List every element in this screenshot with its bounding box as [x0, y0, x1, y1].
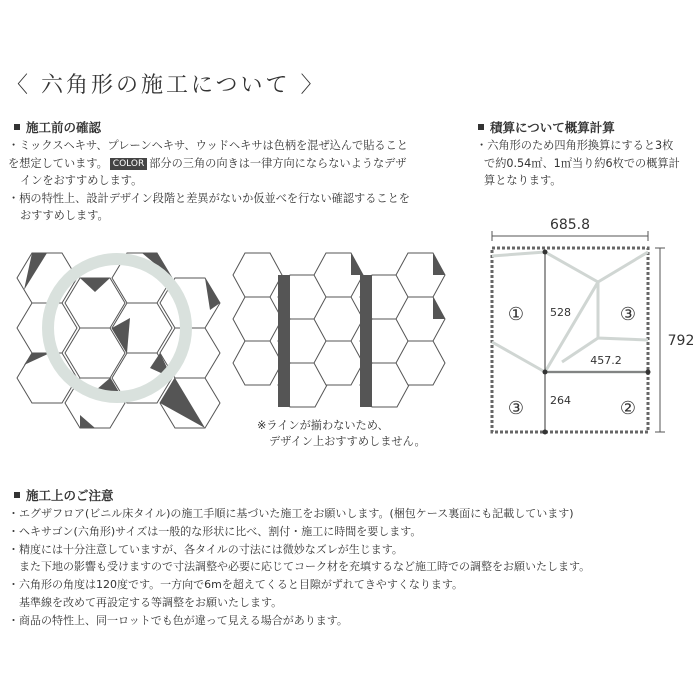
- tile-number-3: ③: [619, 304, 637, 325]
- section-heading-text: 積算について概算計算: [490, 120, 615, 135]
- small-height-label: 264: [550, 394, 571, 407]
- measure-point: [543, 370, 548, 375]
- text-span: を想定しています。: [8, 156, 108, 170]
- text-line: ・柄の特性上、設計デザイン段階と差異がないか仮並べを行ない確認することを: [8, 191, 410, 205]
- text-line: ・六角形のため四角形換算にすると3枚: [476, 139, 674, 152]
- text-line: ・ミックスヘキサ、プレーンヘキサ、ウッドヘキサは色柄を混ぜ込んで貼ること: [8, 139, 408, 152]
- inner-width-label: 457.2: [590, 354, 622, 367]
- text-line: 算となります。: [484, 174, 562, 187]
- hex-tile: [233, 253, 282, 297]
- not-recommended-note: [257, 418, 426, 450]
- width-dimension-label: 685.8: [549, 217, 591, 233]
- text-line: [8, 155, 410, 173]
- bullet-square-icon: [14, 124, 20, 130]
- tile-number-1: ①: [507, 304, 525, 325]
- text-span: 部分の三角の向きは一律方向にならないようなデザ: [149, 156, 407, 170]
- hex-tile: [233, 297, 282, 341]
- measure-point: [543, 250, 548, 255]
- color-tag: COLOR: [110, 158, 147, 170]
- color-stripe: [278, 275, 290, 407]
- not-recommended-hex-illustration: [232, 245, 452, 415]
- caution-line: また下地の影響も受けますので寸法調整や必要に応じてコーク材を充填するなど施工時での調整をお願いたします。: [8, 560, 591, 574]
- text-line: おすすめします。: [20, 209, 109, 222]
- section-heading-pre-check: [14, 118, 101, 136]
- tile-number-3-lower: ③: [507, 398, 525, 419]
- bullet-square-icon: [478, 124, 484, 130]
- estimate-diagram: [484, 212, 700, 442]
- hex-outline: [598, 252, 648, 282]
- caution-line: ・エグザフロア(ビニル床タイル)の施工手順に基づいた施工をお願いします。(梱包ケース裏面にも記載しています): [8, 507, 574, 520]
- inner-height-label: 528: [550, 306, 571, 319]
- estimate-text: [476, 137, 680, 190]
- measure-point: [646, 370, 651, 375]
- recommended-hex-illustration: [0, 240, 230, 440]
- color-stripe: [360, 275, 372, 407]
- section-heading-estimate: [478, 118, 615, 136]
- height-dimension-label: 792: [667, 333, 695, 349]
- page-title: 〈 六角形の施工について 〉: [6, 73, 326, 98]
- hex-tile: [233, 341, 282, 385]
- section-heading-text: 施工前の確認: [26, 120, 102, 135]
- note-line: デザイン上おすすめしません。: [269, 435, 426, 448]
- measure-point: [543, 430, 548, 435]
- tile-number-2: ②: [619, 398, 637, 419]
- cautions-text: [8, 505, 590, 630]
- caution-line: 基準線を改めて再設定する等調整をお願いたします。: [8, 595, 283, 609]
- caution-line: ・精度には十分注意していますが、各タイルの寸法には微妙なズレが生じます。: [8, 542, 403, 556]
- section-heading-cautions: [14, 486, 114, 504]
- bullet-square-icon: [14, 492, 20, 498]
- text-line: インをおすすめします。: [20, 174, 143, 187]
- caution-line: ・ヘキサゴン(六角形)サイズは一般的な形状に比べ、割付・施工に時間を要します。: [8, 524, 422, 538]
- caution-line: ・商品の特性上、同一ロットでも色が違って見える場合があります。: [8, 613, 348, 627]
- note-line: ※ラインが揃わないため、: [257, 419, 389, 432]
- section-heading-text: 施工上のご注意: [26, 488, 114, 503]
- pre-check-text: [8, 137, 410, 225]
- text-line: で約0.54㎡、1㎡当り約6枚での概算計: [484, 156, 680, 170]
- caution-line: ・六角形の角度は120度です。一方向で6mを超えてくると目隙がずれてきやすくなります。: [8, 578, 463, 592]
